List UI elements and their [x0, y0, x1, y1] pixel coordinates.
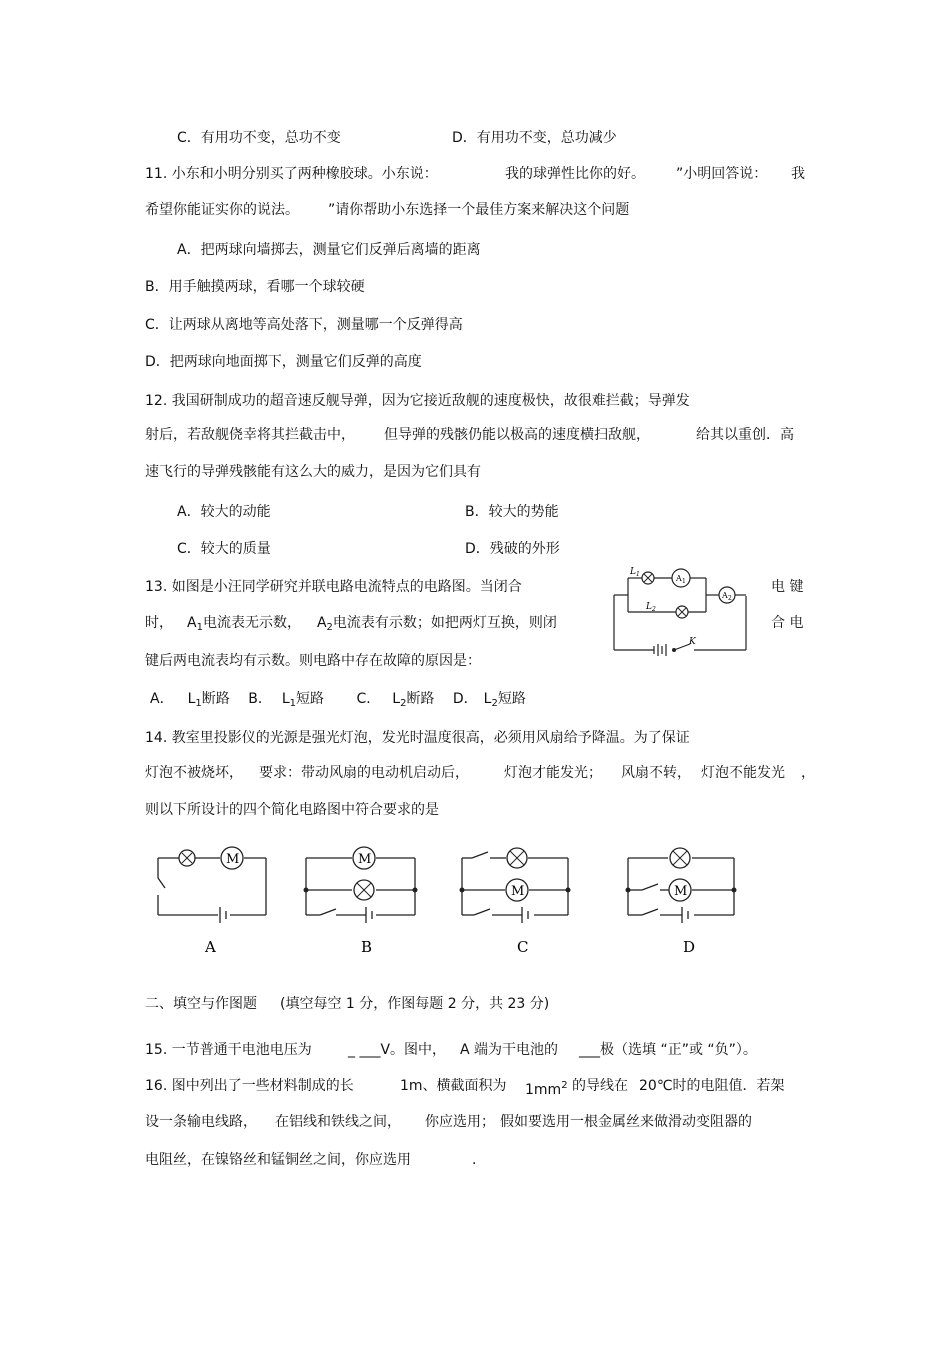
q16-unit-mm: 1mm	[525, 1082, 562, 1098]
q11-line1-c: ”小明回答说：	[676, 166, 768, 182]
q13-option-b-sub: 1	[289, 698, 297, 709]
q11-line2-a: 希望你能证实你的说法。	[145, 202, 299, 218]
q13-option-b-label: B．	[248, 691, 272, 707]
q11-option-d: D．把两球向地面掷下，测量它们反弹的高度	[145, 354, 422, 370]
q13-fig-l2-label: $L_2$	[646, 602, 656, 613]
q14-c-motor-label: M	[511, 884, 525, 899]
q12-line2-b: 但导弹的残骸仍能以极高的速度横扫敌舰，	[384, 427, 650, 443]
q12-line3: 速飞行的导弹残骸能有这么大的威力，是因为它们具有	[145, 464, 481, 480]
q13-option-d-text: 短路	[497, 691, 526, 707]
q16-unit-sup: 2	[561, 1080, 568, 1091]
q13-option-c-lamp: L	[392, 691, 401, 707]
q13-fig-l1-label: $L_1$	[630, 567, 640, 578]
q13-circuit-diagram	[610, 560, 750, 660]
q12-option-b: B．较大的势能	[465, 504, 559, 520]
q13-line2	[145, 614, 557, 637]
q13-option-c-sub: 2	[400, 698, 407, 709]
q14-a-motor-icon	[221, 847, 243, 869]
q13-battery-icon	[654, 644, 666, 656]
q14-b-lamp-icon	[354, 880, 374, 900]
q12-line2-a: 射后，若敌舰侥幸将其拦截击中，	[145, 427, 355, 443]
q13-a2: A	[316, 615, 327, 631]
q13-option-d-sub: 2	[491, 698, 498, 709]
q11-line1-b: 我的球弹性比你的好。	[505, 166, 645, 182]
q11-line1-a: 11. 小东和小明分别买了两种橡胶球。小东说：	[145, 166, 438, 182]
section2-title: 二、填空与作图题	[145, 996, 257, 1012]
q14-line2-d: 风扇不转，	[621, 765, 691, 781]
q13-a2-sub: 2	[326, 622, 333, 633]
svg-text:2: 2	[728, 595, 732, 602]
q13-option-d-label: D．	[452, 691, 478, 707]
q14-a-motor-label: M	[226, 852, 240, 867]
q13-option-b-text: 短路	[296, 691, 325, 707]
q13-option-a-sub: 1	[195, 698, 202, 709]
q12-option-a: A．较大的动能	[177, 504, 271, 520]
q16-line1-d: 的导线在	[572, 1078, 628, 1094]
q14-d-lamp-icon	[670, 848, 690, 868]
q13-a1: A	[187, 615, 197, 631]
q14-line3: 则以下所设计的四个简化电路图中符合要求的是	[145, 802, 439, 818]
q14-c-lamp-icon	[507, 848, 527, 868]
q14-d-motor-label: M	[674, 884, 688, 899]
svg-text:A: A	[722, 591, 728, 600]
q13-option-a-lamp: L	[187, 691, 196, 707]
q14-b-motor-label: M	[358, 852, 372, 867]
q14-line2-f: ，	[801, 765, 815, 781]
q16-line2-d: 假如要选用一根金属丝来做滑动变阻器的	[500, 1114, 752, 1130]
q10-option-d: D．有用功不变，总功减少	[452, 130, 617, 146]
q13-line1: 13. 如图是小汪同学研究并联电路电流特点的电路图。当闭合	[145, 579, 522, 595]
q14-label-b: B	[361, 938, 373, 956]
q13-options	[150, 690, 526, 713]
q16-line1-c	[525, 1077, 568, 1099]
q13-option-b-lamp: L	[281, 691, 290, 707]
q14-d-motor-icon	[669, 879, 691, 901]
q13-option-c-label: C．	[356, 691, 381, 707]
q14-line2-c: 灯泡才能发光；	[504, 765, 602, 781]
q15-part-c: A 端为干电池的	[460, 1042, 559, 1058]
q13-line2-b: 电流表无示数，	[202, 615, 301, 631]
q11-line2-b: ”请你帮助小东选择一个最佳方案来解决这个问题	[328, 202, 630, 218]
q12-line2-c: 给其以重创．高	[696, 427, 794, 443]
q13-option-a-text: 断路	[201, 691, 230, 707]
q14-label-c: C	[517, 938, 529, 956]
q16-line2-b: 在铝线和铁线之间，	[275, 1114, 401, 1130]
q13-option-a-label: A．	[150, 691, 174, 707]
q13-line3: 键后两电流表均有示数。则电路中存在故障的原因是：	[145, 653, 481, 669]
q11-option-a: A．把两球向墙掷去，测量它们反弹后离墙的距离	[177, 242, 481, 258]
q13-line2-a: 时，	[145, 615, 173, 631]
q13-line2-right: 合 电	[771, 615, 804, 631]
q12-option-c: C．较大的质量	[177, 541, 271, 557]
q14-a-lamp-icon	[179, 850, 195, 866]
q13-lamp-l2-icon	[676, 606, 688, 618]
q16-line1-b: 1m、横截面积为	[400, 1078, 507, 1094]
q14-line2-b: 要求：带动风扇的电动机启动后，	[259, 765, 469, 781]
q16-line3-a: 电阻丝，在镍铬丝和锰铜丝之间，你应选用	[145, 1152, 411, 1168]
q16-line2-a: 设一条输电线路，	[145, 1114, 257, 1130]
q13-lamp-l1-icon	[642, 572, 654, 584]
q14-label-a: A	[205, 938, 216, 956]
q15-part-a: 15. 一节普通干电池电压为	[145, 1042, 312, 1058]
q14-line1: 14. 教室里投影仪的光源是强光灯泡，发光时温度很高，必须用风扇给予降温。为了保证	[145, 730, 690, 746]
q13-option-d-lamp: L	[483, 691, 492, 707]
q13-option-c-text: 断路	[406, 691, 435, 707]
q11-option-b: B．用手触摸两球，看哪一个球较硬	[145, 279, 365, 295]
q14-b-motor-icon	[353, 847, 375, 869]
q11-option-c: C．让两球从离地等高处落下，测量哪一个反弹得高	[145, 317, 463, 333]
q14-label-d: D	[683, 938, 696, 956]
svg-text:A: A	[676, 574, 682, 583]
q13-ammeter-a2-icon	[719, 587, 735, 603]
q14-circuit-options	[150, 840, 750, 965]
q10-option-c: C．有用功不变，总功不变	[177, 130, 341, 146]
q13-fig-k-label: K	[689, 637, 696, 647]
q14-c-motor-icon	[506, 879, 528, 901]
q12-line1: 12. 我国研制成功的超音速反舰导弹，因为它接近敌舰的速度极快，故很难拦截；导弹发	[145, 393, 690, 409]
q12-option-d: D．残破的外形	[465, 541, 560, 557]
q16-line3-b: .	[472, 1152, 477, 1168]
q13-line1-right: 电 键	[771, 579, 804, 595]
q16-line1-a: 16. 图中列出了一些材料制成的长	[145, 1078, 354, 1094]
q13-a1-sub: 1	[196, 622, 203, 633]
q14-line2-e: 灯泡不能发光	[701, 765, 785, 781]
q16-line1-e: 20℃时的电阻值．若架	[639, 1078, 785, 1094]
svg-text:1: 1	[682, 578, 686, 585]
q15-part-d: ___极（选填 “正”或 “负”）。	[579, 1042, 757, 1058]
section2-note: (填空每空 1 分，作图每题 2 分，共 23 分)	[280, 996, 550, 1012]
q14-line2-a: 灯泡不被烧坏，	[145, 765, 243, 781]
q13-line2-c: 电流表有示数；如把两灯互换，则闭	[332, 615, 557, 631]
q16-line2-c: 你应选用；	[425, 1114, 495, 1130]
q11-line1-d: 我	[791, 166, 805, 182]
q13-ammeter-a1-icon	[672, 569, 690, 587]
q15-part-b: _ ___V。图中，	[348, 1042, 447, 1058]
